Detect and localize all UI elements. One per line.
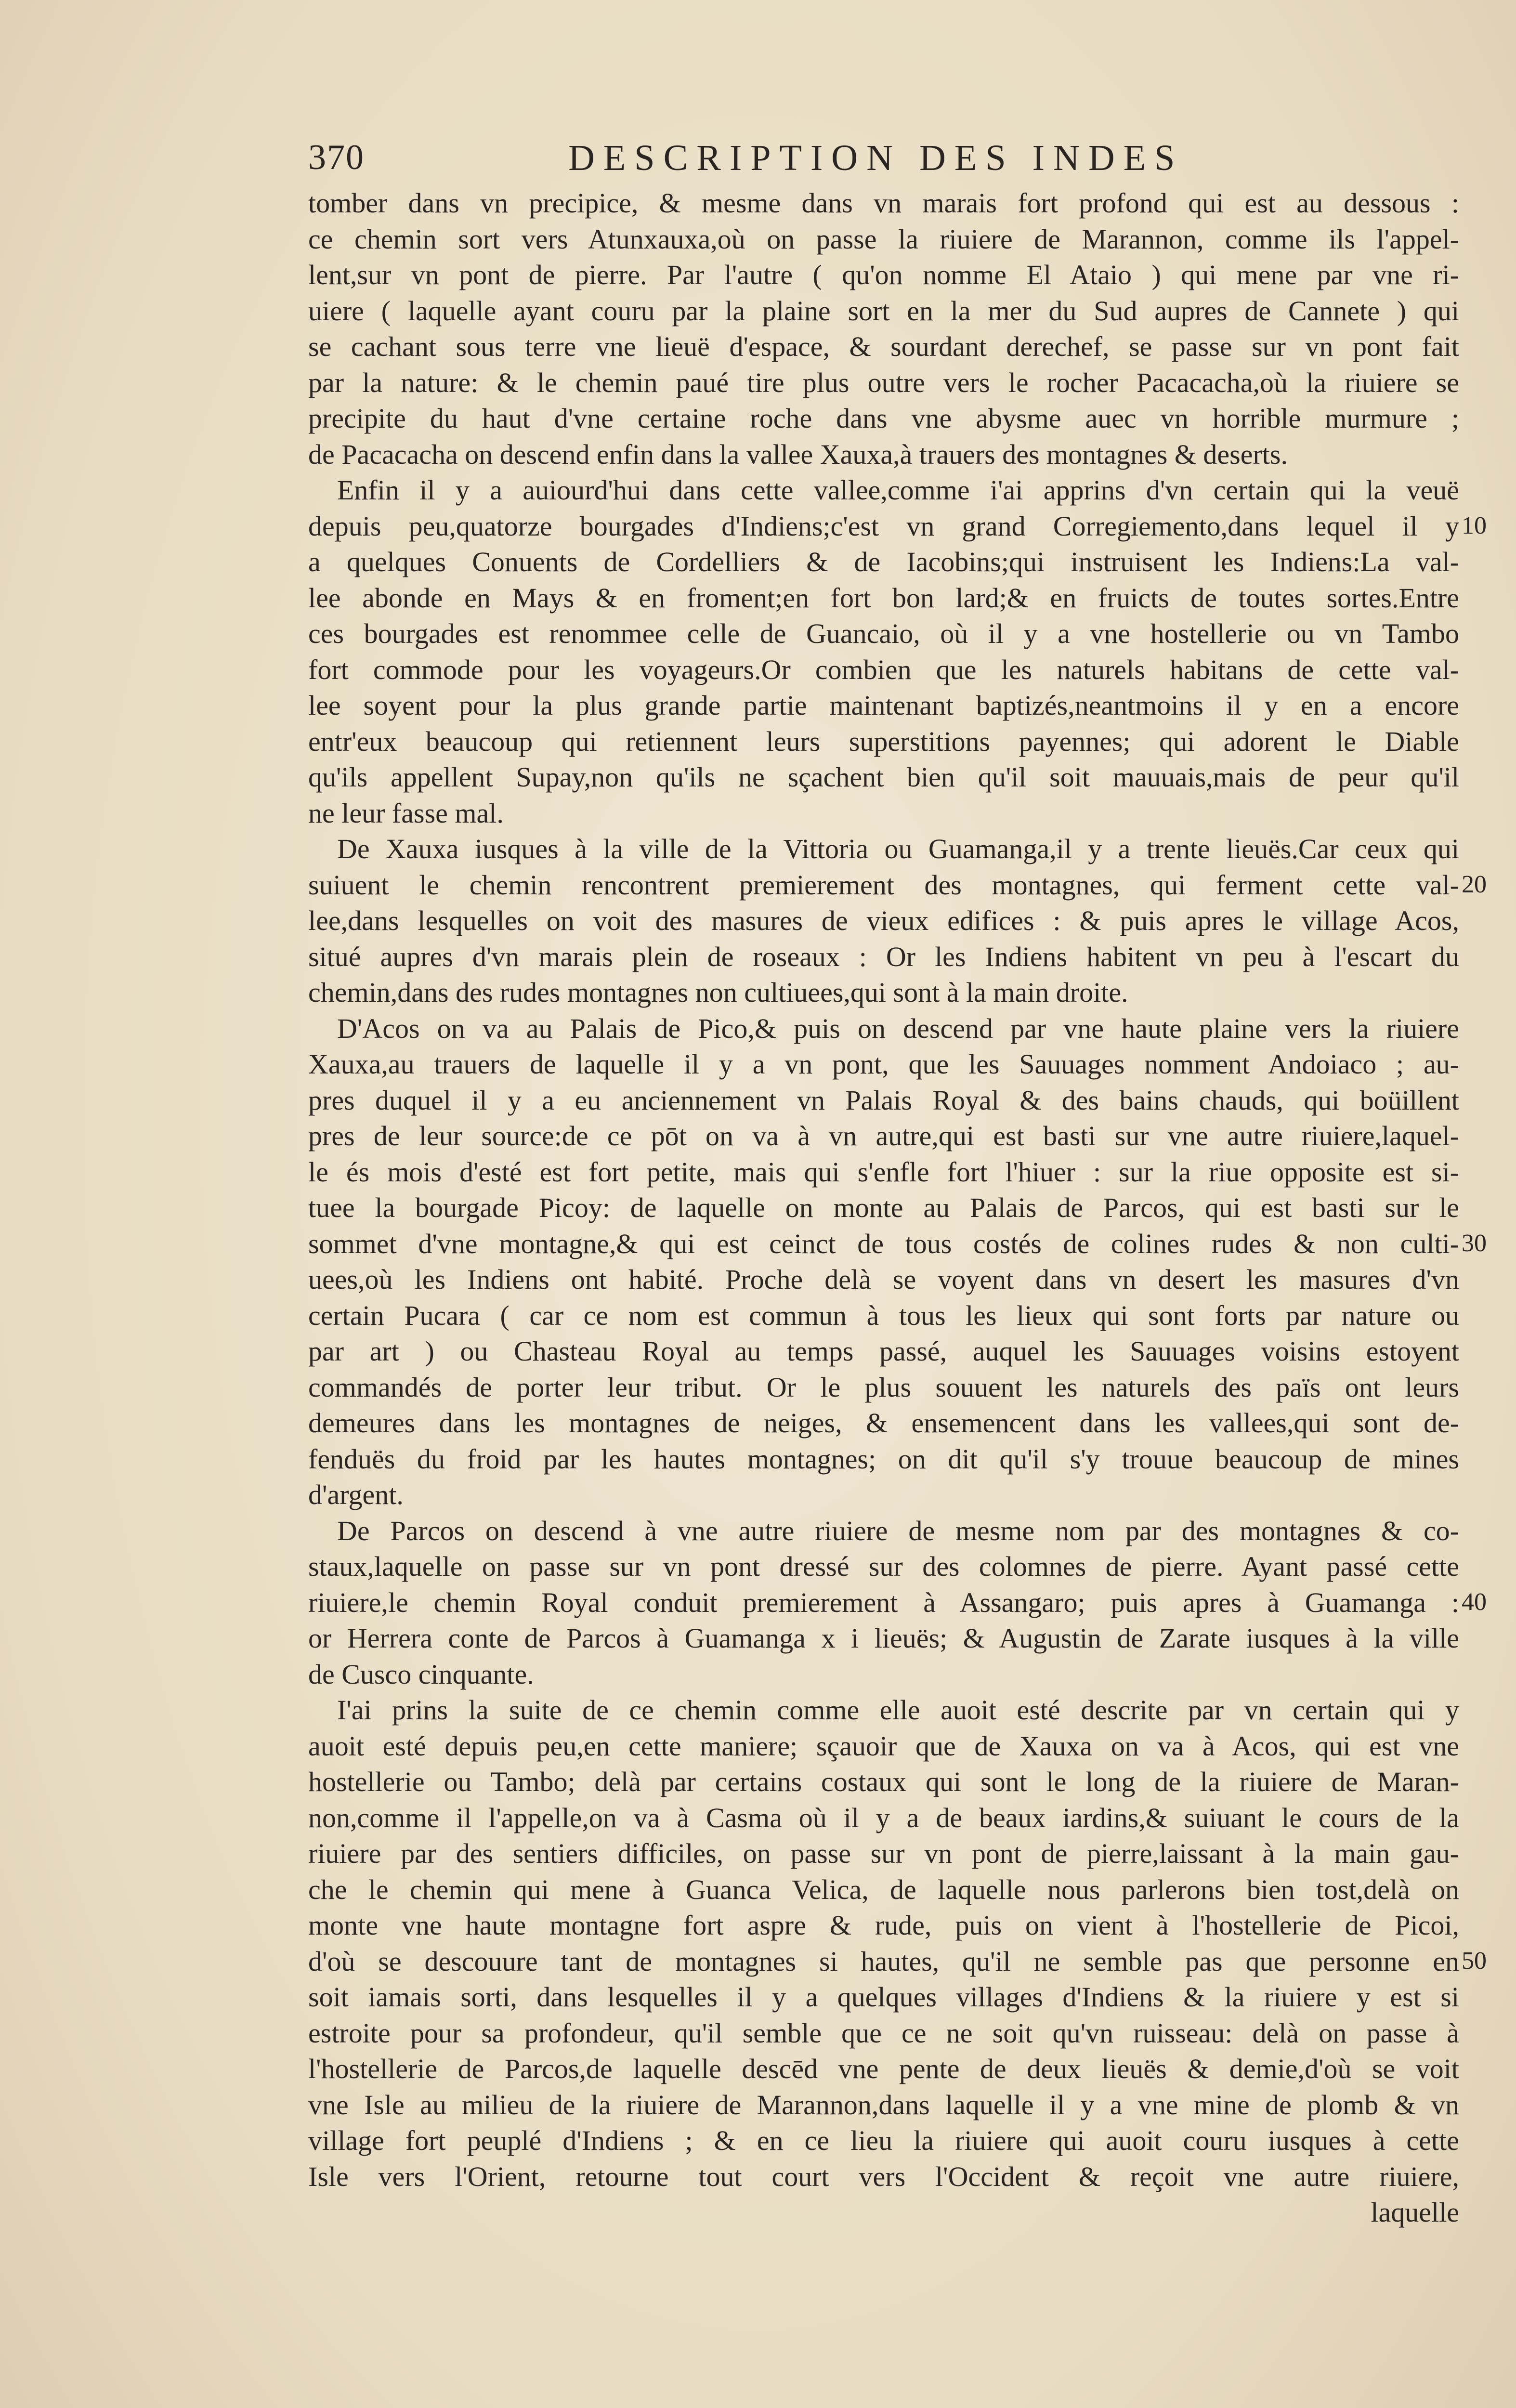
text-line: depuis peu,quatorze bourgades d'Indiens;c'est vn grand Corregiemento,dans lequel il y (308, 510, 1459, 542)
running-title: DESCRIPTION DES INDES (568, 138, 1184, 178)
text-line: village fort peuplé d'Indiens ; & en ce lieu la riuiere qui auoit couru iusques à cette (308, 2125, 1459, 2156)
text-line: chemin,dans des rudes montagnes non cultiuees,qui sont à la main droite. (308, 977, 1128, 1008)
text-line: staux,laquelle on passe sur vn pont dressé sur des colomnes de pierre. Ayant passé cette (308, 1551, 1459, 1582)
text-line: auoit esté depuis peu,en cette maniere; sçauoir que de Xauxa on va à Acos, qui est vne (308, 1730, 1459, 1762)
text-line: lee soyent pour la plus grande partie maintenant baptizés,neantmoins il y en a encore (308, 690, 1459, 721)
body-text (308, 185, 1459, 2231)
text-line: commandés de porter leur tribut. Or le plus souuent les naturels des païs ont leurs (308, 1371, 1459, 1403)
text-line: par art ) ou Chasteau Royal au temps passé, auquel les Sauuages voisins estoyent (308, 1335, 1459, 1367)
text-line: pres de leur source:de ce pōt on va à vn autre,qui est basti sur vne autre riuiere,laquel- (308, 1120, 1459, 1152)
text-line: certain Pucara ( car ce nom est commun à tous les lieux qui sont forts par nature ou (308, 1299, 1459, 1331)
text-line: entr'eux beaucoup qui retiennent leurs superstitions payennes; qui adorent le Diable (308, 725, 1459, 757)
text-line: de Pacacacha on descend enfin dans la vallee Xauxa,à trauers des montagnes & deserts. (308, 438, 1288, 470)
text-line: qu'ils appellent Supay,non qu'ils ne sçachent bien qu'il soit mauuais,mais de peur qu'il (308, 761, 1459, 793)
text-line: laquelle (1371, 2197, 1459, 2228)
text-line: uees,où les Indiens ont habité. Proche delà se voyent dans vn desert les masures d'vn (308, 1264, 1459, 1295)
margin-line-number: 20 (1462, 870, 1487, 898)
text-line: uiere ( laquelle ayant couru par la plaine sort en la mer du Sud aupres de Cannete ) qui (308, 295, 1459, 327)
text-line: monte vne haute montagne fort aspre & rude, puis on vient à l'hostellerie de Picoi, (308, 1910, 1459, 1941)
text-line: or Herrera conte de Parcos à Guamanga x i lieuës; & Augustin de Zarate iusques à la ville (308, 1623, 1459, 1654)
margin-line-number: 40 (1462, 1588, 1487, 1616)
text-line: D'Acos on va au Palais de Pico,& puis on descend par vne haute plaine vers la riuiere (337, 1012, 1459, 1044)
text-line: soit iamais sorti, dans lesquelles il y a quelques villages d'Indiens & la riuiere y est si (308, 1981, 1459, 2013)
text-line: le és mois d'esté est fort petite, mais qui s'enfle fort l'hiuer : sur la riue opposite est si- (308, 1156, 1459, 1188)
text-line: de Cusco cinquante. (308, 1658, 534, 1690)
text-line: Enfin il y a auiourd'hui dans cette vallee,comme i'ai apprins d'vn certain qui la veuë (337, 474, 1459, 506)
text-line: riuiere,le chemin Royal conduit premierement à Assangaro; puis apres à Guamanga : (308, 1586, 1459, 1618)
text-line: pres duquel il y a eu anciennement vn Palais Royal & des bains chauds, qui boüillent (308, 1084, 1459, 1116)
text-line: ce chemin sort vers Atunxauxa,où on passe la riuiere de Marannon, comme ils l'appel- (308, 223, 1459, 255)
text-line: par la nature: & le chemin paué tire plus outre vers le rocher Pacacacha,où la riuiere se (308, 366, 1459, 398)
page-number: 370 (308, 138, 365, 177)
margin-line-number: 50 (1462, 1947, 1487, 1975)
page-header (308, 137, 1252, 190)
text-line: ne leur fasse mal. (308, 797, 504, 829)
text-line: De Xauxa iusques à la ville de la Vittoria ou Guamanga,il y a trente lieuës.Car ceux qui (337, 833, 1459, 864)
text-line: che le chemin qui mene à Guanca Velica, de laquelle nous parlerons bien tost,delà on (308, 1873, 1459, 1905)
text-line: vne Isle au milieu de la riuiere de Marannon,dans laquelle il y a vne mine de plomb & vn (308, 2089, 1459, 2120)
text-line: I'ai prins la suite de ce chemin comme elle auoit esté descrite par vn certain qui y (337, 1694, 1459, 1726)
text-line: Xauxa,au trauers de laquelle il y a vn pont, que les Sauuages nomment Andoiaco ; au- (308, 1048, 1459, 1080)
text-line: demeures dans les montagnes de neiges, & ensemencent dans les vallees,qui sont de- (308, 1407, 1459, 1439)
text-line: ces bourgades est renommee celle de Guancaio, où il y a vne hostellerie ou vn Tambo (308, 618, 1459, 649)
text-line: d'où se descouure tant de montagnes si hautes, qu'il ne semble pas que personne en (308, 1945, 1459, 1977)
text-line: lent,sur vn pont de pierre. Par l'autre ( qu'on nomme El Ataio ) qui mene par vne ri- (308, 259, 1459, 290)
text-line: lee abonde en Mays & en froment;en fort bon lard;& en fruicts de toutes sortes.Entre (308, 582, 1459, 614)
text-line: tuee la bourgade Picoy: de laquelle on monte au Palais de Parcos, qui est basti sur le (308, 1192, 1459, 1223)
margin-line-number: 10 (1462, 511, 1487, 539)
text-line: Isle vers l'Orient, retourne tout court vers l'Occident & reçoit vne autre riuiere, (308, 2160, 1459, 2192)
text-line: fort commode pour les voyageurs.Or combien que les naturels habitans de cette val- (308, 654, 1459, 685)
text-line: se cachant sous terre vne lieuë d'espace, & sourdant derechef, se passe sur vn pont fait (308, 331, 1459, 362)
text-line: riuiere par des sentiers difficiles, on passe sur vn pont de pierre,laissant à la main gau- (308, 1838, 1459, 1869)
text-line: non,comme il l'appelle,on va à Casma où il y a de beaux iardins,& suiuant le cours de la (308, 1802, 1459, 1833)
text-line: sommet d'vne montagne,& qui est ceinct de tous costés de colines rudes & non culti- (308, 1228, 1459, 1259)
text-line: De Parcos on descend à vne autre riuiere de mesme nom par des montagnes & co- (337, 1515, 1459, 1546)
text-line: suiuent le chemin rencontrent premierement des montagnes, qui ferment cette val- (308, 869, 1459, 901)
text-line: fenduës du froid par les hautes montagnes; on dit qu'il s'y trouue beaucoup de mines (308, 1443, 1459, 1475)
text-line: estroite pour sa profondeur, qu'il semble que ce ne soit qu'vn ruisseau: delà on passe à (308, 2017, 1459, 2049)
text-line: l'hostellerie de Parcos,de laquelle descēd vne pente de deux lieuës & demie,d'où se voit (308, 2053, 1459, 2084)
text-line: a quelques Conuents de Cordelliers & de Iacobins;qui instruisent les Indiens:La val- (308, 546, 1459, 577)
text-line: tomber dans vn precipice, & mesme dans vn marais fort profond qui est au dessous : (308, 187, 1459, 219)
text-line: d'argent. (308, 1479, 404, 1510)
margin-line-number: 30 (1462, 1229, 1487, 1257)
text-line: situé aupres d'vn marais plein de roseaux : Or les Indiens habitent vn peu à l'escart du (308, 941, 1459, 972)
text-line: lee,dans lesquelles on voit des masures de vieux edifices : & puis apres le village Acos, (308, 905, 1459, 936)
text-line: precipite du haut d'vne certaine roche dans vne abysme auec vn horrible murmure ; (308, 403, 1459, 434)
text-line: hostellerie ou Tambo; delà par certains costaux qui sont le long de la riuiere de Maran- (308, 1766, 1459, 1797)
